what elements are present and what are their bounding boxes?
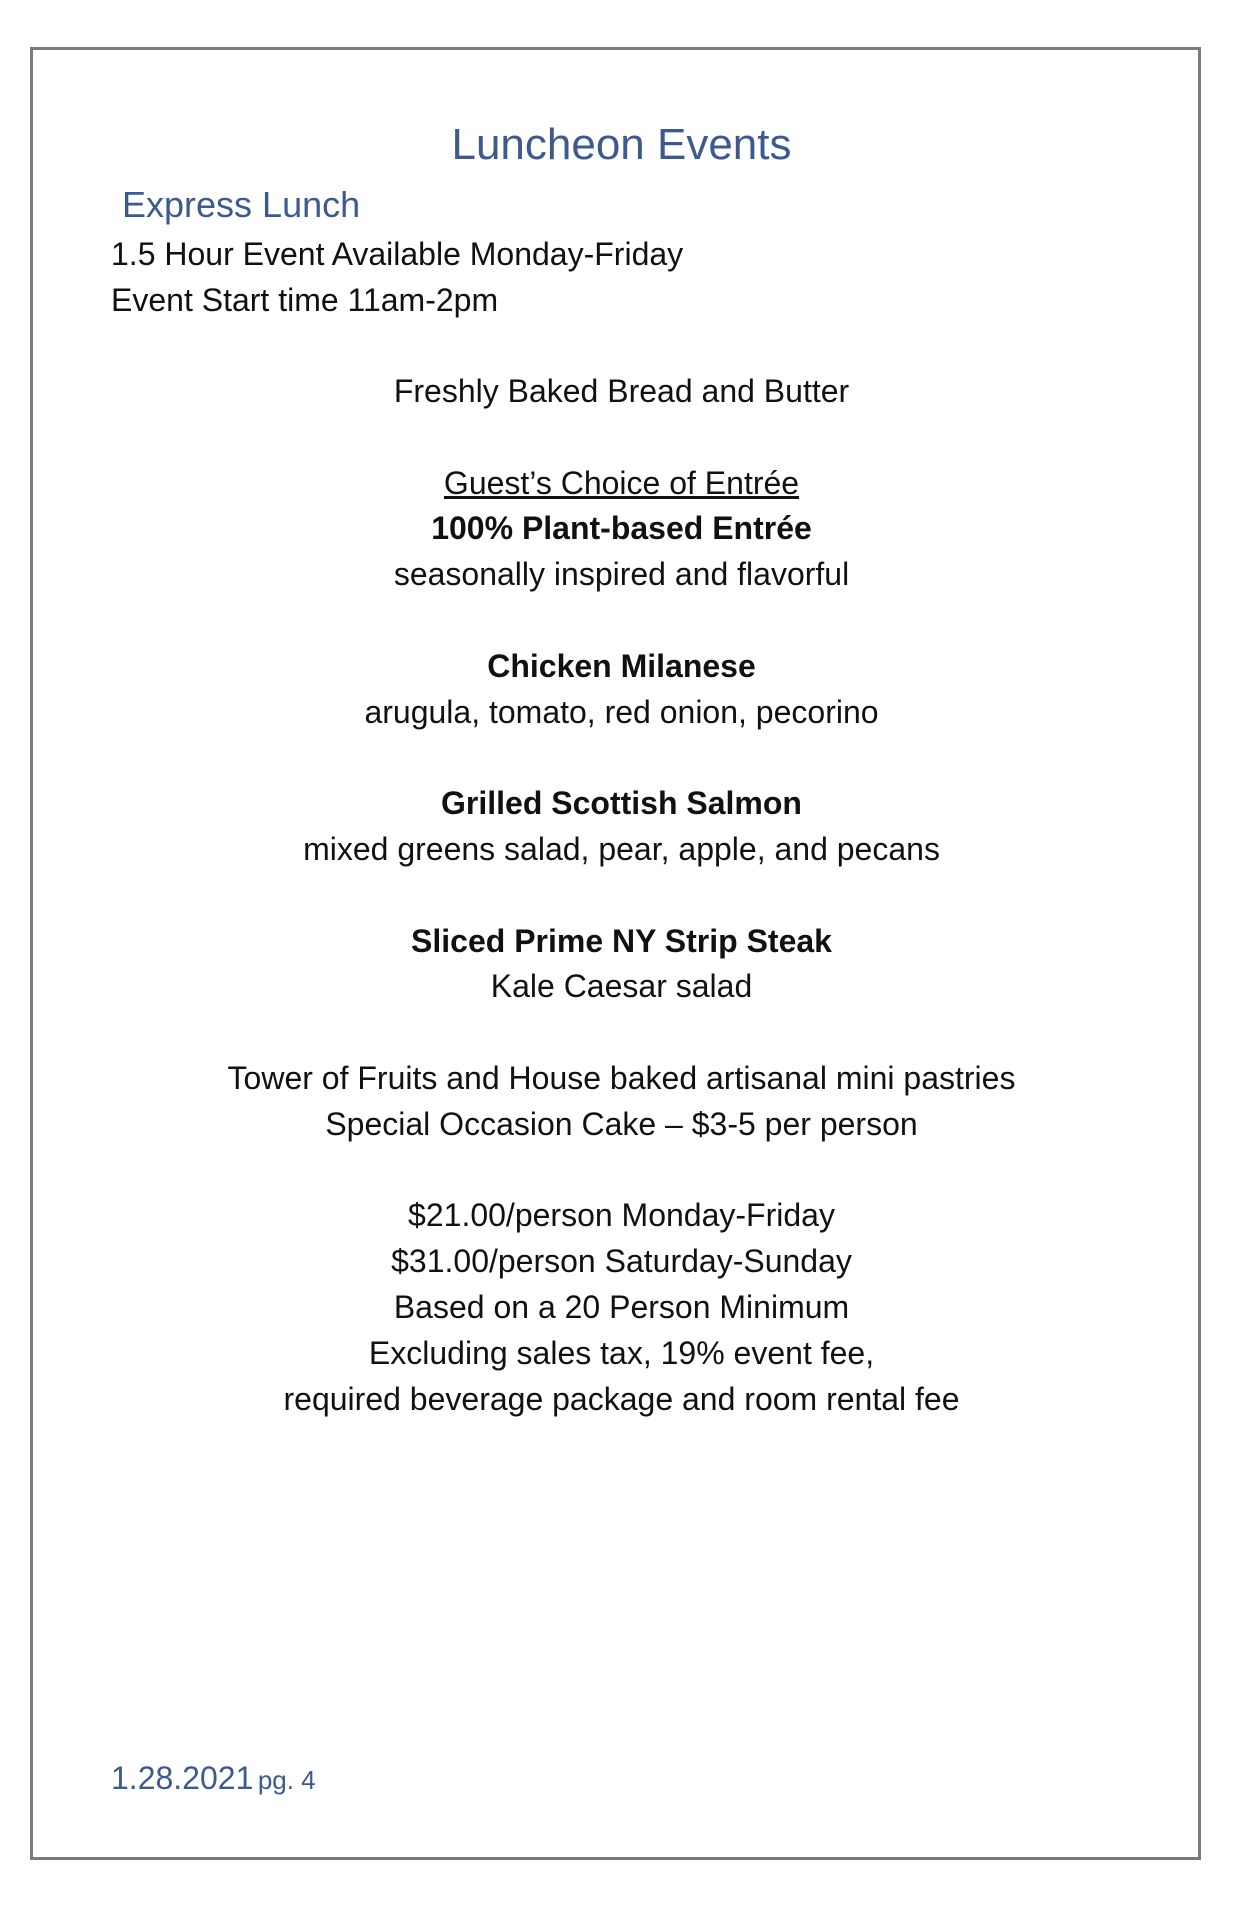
entree-name: 100% Plant-based Entrée xyxy=(431,510,812,547)
price-weekday: $21.00/person Monday-Friday xyxy=(408,1197,835,1234)
event-start-time-line: Event Start time 11am-2pm xyxy=(111,282,499,318)
entree-name: Chicken Milanese xyxy=(487,647,756,684)
cake-line: Special Occasion Cake – $3-5 per person xyxy=(325,1105,918,1142)
entree-choice-heading: Guest’s Choice of Entrée xyxy=(443,464,800,501)
event-intro xyxy=(111,231,683,323)
entree-name: Grilled Scottish Salmon xyxy=(441,785,802,822)
entree-description: seasonally inspired and flavorful xyxy=(393,556,850,593)
price-weekend: $31.00/person Saturday-Sunday xyxy=(391,1243,852,1280)
dessert-line: Tower of Fruits and House baked artisanal mini pastries xyxy=(227,1059,1016,1096)
entree-description: arugula, tomato, red onion, pecorino xyxy=(364,693,879,730)
entree-name: Sliced Prime NY Strip Steak xyxy=(411,922,832,959)
minimum-guests: Based on a 20 Person Minimum xyxy=(393,1288,850,1325)
footer-date: 1.28.2021 xyxy=(111,1760,254,1796)
entree-description: Kale Caesar salad xyxy=(490,968,753,1005)
bread-line: Freshly Baked Bread and Butter xyxy=(393,373,850,409)
entree-description: mixed greens salad, pear, apple, and pecans xyxy=(303,830,940,867)
page-title: Luncheon Events xyxy=(451,120,792,169)
footer-page-number: pg. 4 xyxy=(257,1765,316,1795)
section-subtitle: Express Lunch xyxy=(122,184,361,225)
menu-body xyxy=(0,369,1243,1422)
page-footer xyxy=(111,1756,316,1807)
exclusions-line: Excluding sales tax, 19% event fee, xyxy=(368,1334,875,1371)
exclusions-line: required beverage package and room rental fee xyxy=(283,1380,960,1417)
event-duration-line: 1.5 Hour Event Available Monday-Friday xyxy=(111,236,684,272)
